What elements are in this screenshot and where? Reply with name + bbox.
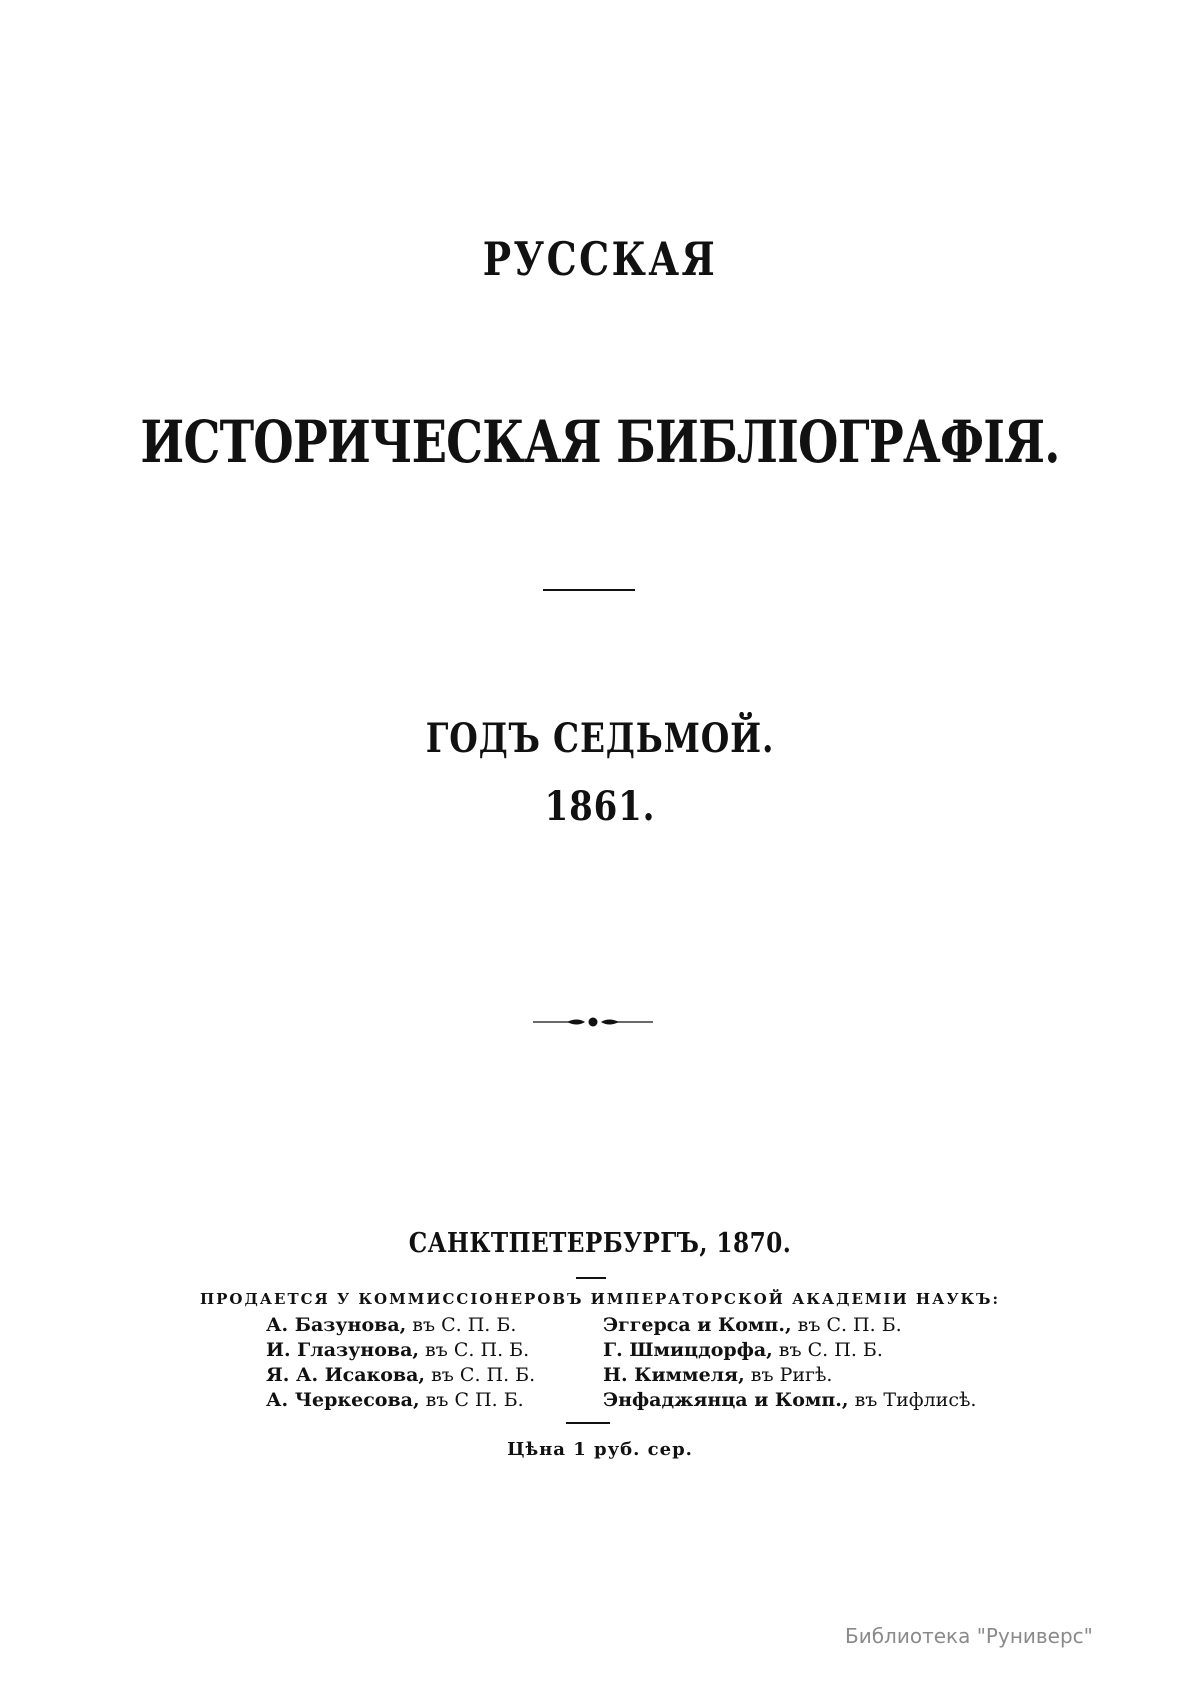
seller-place: въ С. П. Б. [791,1314,902,1336]
seller-name: И. Глазунова, [266,1339,420,1361]
seller-entry [266,1338,535,1363]
seller-place: въ С П. Б. [419,1389,524,1411]
seller-place: въ С. П. Б. [425,1364,536,1386]
price-rule [566,1422,610,1424]
seller-place: въ Ригѣ. [744,1364,833,1386]
seller-place: въ Тифлисѣ. [848,1389,977,1411]
seller-entry [603,1313,976,1338]
divider-rule [543,589,635,591]
seller-entry [266,1363,535,1388]
price-text: Цѣна 1 руб. сер. [507,1439,693,1460]
seller-name: А. Базунова, [266,1314,407,1336]
seller-name: Г. Шмицдорфа, [603,1339,773,1361]
sellers-heading: ПРОДАЕТСЯ У КОММИССІОНЕРОВЪ ИМПЕРАТОРСКОЙ АКАДЕМІИ НАУКЪ: [199,1290,1001,1308]
edition-year-number: 1861. [544,783,656,830]
edition-year-text: ГОДЪ СЕДЬМОЙ. [425,715,775,762]
seller-entry [603,1388,976,1413]
seller-name: Эггерса и Комп., [603,1314,792,1336]
title-line-1: РУССКАЯ [482,232,718,286]
seller-entry [266,1313,535,1338]
seller-name: Энфаджянца и Комп., [603,1389,849,1411]
seller-name: А. Черкесова, [266,1389,420,1411]
seller-name: Н. Киммеля, [603,1364,745,1386]
imprint-city-year: САНКТПЕТЕРБУРГЪ, 1870. [408,1228,792,1259]
sellers-left-column [266,1313,535,1413]
imprint-rule [576,1277,606,1279]
library-watermark: Библиотека "Руниверс" [845,1624,1093,1648]
seller-name: Я. А. Исакова, [266,1364,426,1386]
ornament-divider [533,1015,653,1029]
seller-entry [603,1338,976,1363]
title-line-2: ИСТОРИЧЕСКАЯ БИБЛІОГРАФІЯ. [140,408,1060,476]
seller-entry [603,1363,976,1388]
seller-entry [266,1388,535,1413]
seller-place: въ С. П. Б. [406,1314,517,1336]
sellers-right-column [603,1313,976,1413]
seller-place: въ С. П. Б. [419,1339,530,1361]
seller-place: въ С. П. Б. [772,1339,883,1361]
